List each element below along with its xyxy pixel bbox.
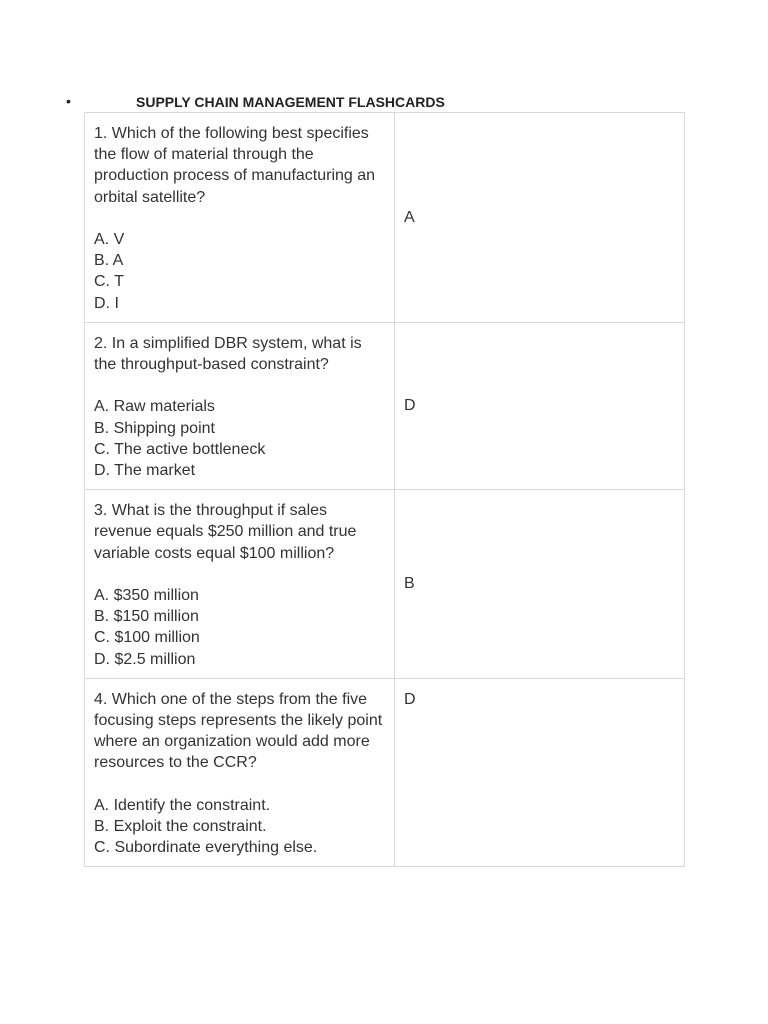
question-cell [85, 490, 395, 679]
list-bullet: • [66, 93, 71, 109]
answer-text: D [404, 397, 416, 415]
answer-cell [395, 678, 685, 867]
answer-option: A. Identify the constraint. [94, 796, 271, 814]
question-text: 3. What is the throughput if sales revenue equals $250 million and true variable costs equal $100 million? [94, 502, 357, 562]
answer-text: D [404, 690, 416, 708]
answer-option: B. Shipping point [94, 419, 215, 437]
answer-option: A. V [94, 231, 125, 248]
answer-option: B. Exploit the constraint. [94, 818, 267, 836]
question-text: 1. Which of the following best specifies the flow of material through the production process of manufacturing an orbital satellite? [94, 125, 376, 206]
answer-option: C. $100 million [94, 629, 200, 647]
question-text: 2. In a simplified DBR system, what is the throughput-based constraint? [94, 334, 362, 374]
answer-cell [395, 113, 685, 323]
answer-option: B. A [94, 252, 124, 270]
answer-option: C. The active bottleneck [94, 440, 266, 458]
question-text: 4. Which one of the steps from the five focusing steps represents the likely point where an organization would add more resources to the CCR? [94, 690, 383, 772]
question-cell [85, 678, 395, 867]
answer-option: C. T [94, 273, 124, 291]
table-row [85, 322, 685, 489]
answer-option: D. $2.5 million [94, 650, 196, 668]
answer-option: B. $150 million [94, 608, 199, 626]
answer-cell [395, 490, 685, 679]
page-title: SUPPLY CHAIN MANAGEMENT FLASHCARDS [136, 94, 445, 110]
answer-option: A. $350 million [94, 587, 199, 605]
table-row [85, 678, 685, 867]
answer-text: B [404, 575, 415, 593]
answer-option: C. Subordinate everything else. [94, 839, 318, 857]
question-cell [85, 113, 395, 323]
table-row [85, 113, 685, 323]
flashcard-table [84, 112, 685, 867]
table-row [85, 490, 685, 679]
answer-option: A. Raw materials [94, 398, 215, 416]
question-cell [85, 322, 395, 489]
answer-option: D. The market [94, 462, 196, 480]
answer-option: D. I [94, 294, 119, 312]
answer-cell [395, 322, 685, 489]
answer-text: A [404, 208, 415, 226]
